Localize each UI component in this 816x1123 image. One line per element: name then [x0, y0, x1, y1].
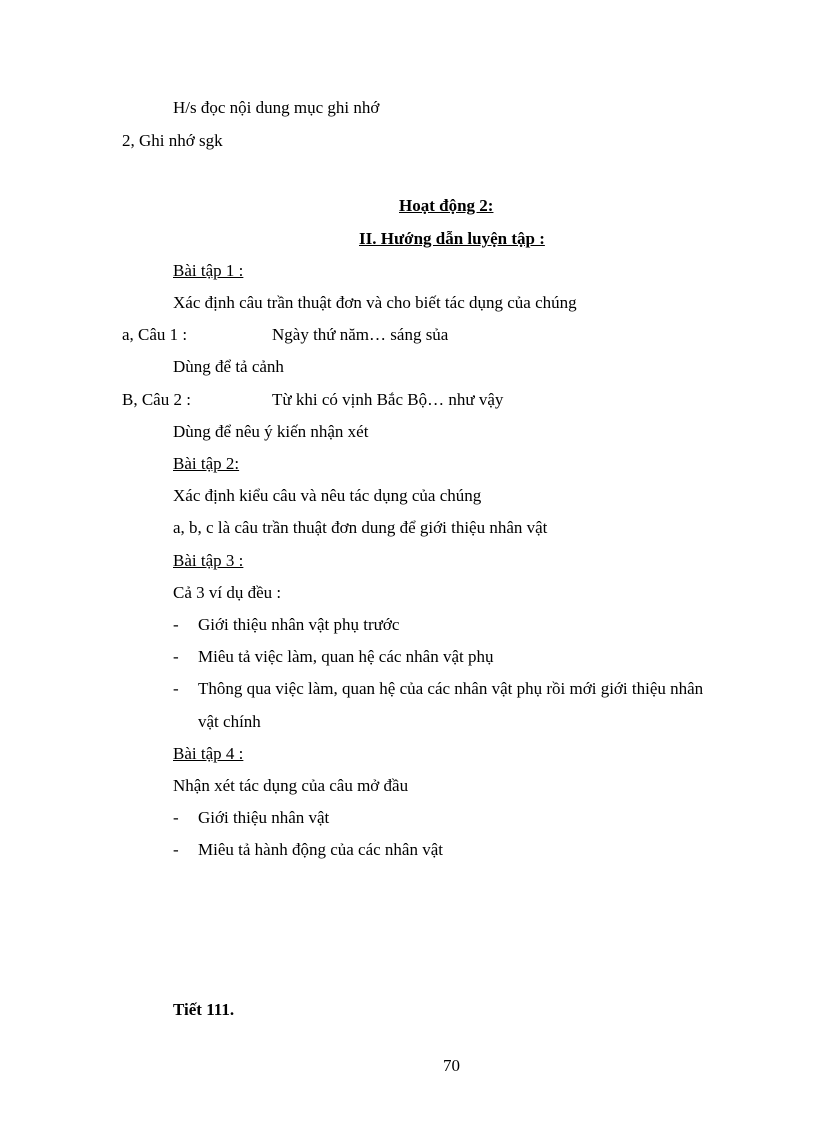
answer-a-use: Dùng để tả cảnh: [173, 357, 284, 376]
exercise-3-item-3: Thông qua việc làm, quan hệ của các nhân vật phụ rồi mới giới thiệu nhân: [198, 679, 704, 698]
bullet-dash: -: [173, 615, 179, 634]
bullet-dash: -: [173, 840, 179, 859]
answer-a-label: a, Câu 1 :: [122, 325, 188, 344]
exercise-2-answer: a, b, c là câu trần thuật đơn dung để giới thiệu nhân vật: [173, 518, 548, 537]
bullet-dash: -: [173, 647, 179, 666]
exercise-3-item-1: Giới thiệu nhân vật phụ trước: [198, 615, 400, 634]
section-heading-ghi-nho: 2, Ghi nhớ sgk: [122, 131, 223, 150]
exercise-1-text: Xác định câu trần thuật đơn và cho biết tác dụng của chúng: [173, 293, 577, 312]
exercise-4-text: Nhận xét tác dụng của câu mở đầu: [173, 776, 409, 795]
exercise-3-title: Bài tập 3 :: [173, 551, 244, 570]
exercise-4-title: Bài tập 4 :: [173, 744, 244, 763]
exercise-2-text: Xác định kiểu câu và nêu tác dụng của chúng: [173, 486, 482, 505]
bullet-dash: -: [173, 679, 179, 698]
answer-a-text: Ngày thứ năm… sáng sủa: [272, 325, 449, 344]
answer-b-text: Từ khi có vịnh Bắc Bộ… như vậy: [272, 390, 504, 409]
exercise-3-text: Cả 3 ví dụ đều :: [173, 583, 282, 602]
exercise-4-item-2: Miêu tả hành động của các nhân vật: [198, 840, 443, 859]
bullet-dash: -: [173, 808, 179, 827]
exercise-2-title: Bài tập 2:: [173, 454, 240, 473]
answer-b-use: Dùng để nêu ý kiến nhận xét: [173, 422, 369, 441]
instruction-line: H/s đọc nội dung mục ghi nhớ: [173, 98, 380, 117]
practice-heading: II. Hướng dẫn luyện tập :: [359, 229, 545, 248]
page-number: 70: [443, 1056, 460, 1075]
answer-b-label: B, Câu 2 :: [122, 390, 191, 409]
lesson-number: Tiết 111.: [173, 1000, 235, 1019]
activity-heading: Hoạt động 2:: [399, 196, 494, 215]
exercise-4-item-1: Giới thiệu nhân vật: [198, 808, 330, 827]
exercise-3-item-3-continued: vật chính: [198, 712, 261, 731]
exercise-3-item-2: Miêu tả việc làm, quan hệ các nhân vật phụ: [198, 647, 494, 666]
exercise-1-title: Bài tập 1 :: [173, 261, 244, 280]
